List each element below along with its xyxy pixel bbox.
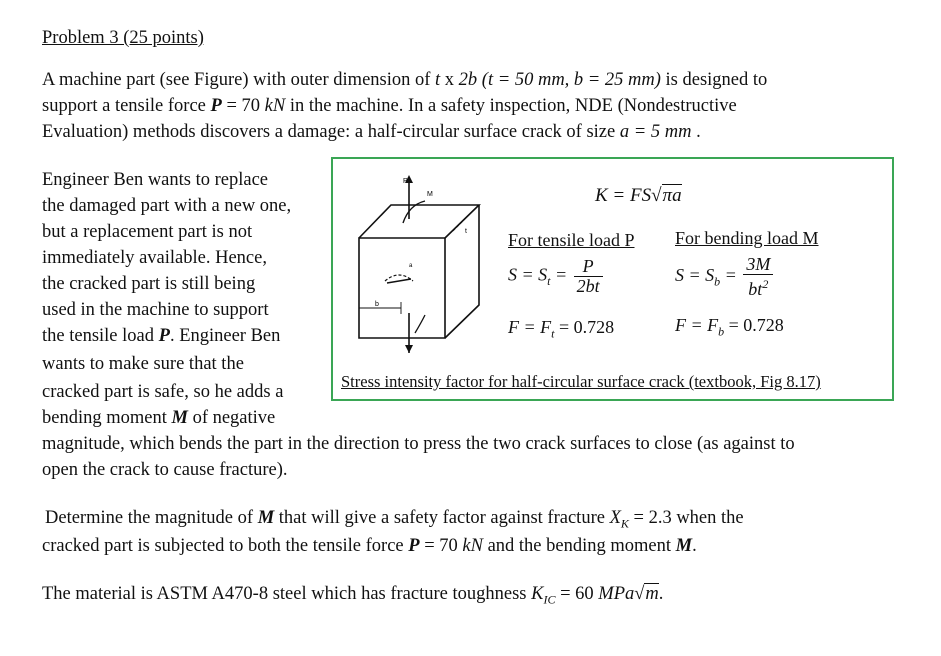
numerator: 3M — [743, 255, 773, 275]
task-line-1 — [45, 506, 744, 536]
var-M: M — [257, 508, 275, 528]
numerator: P — [574, 257, 603, 277]
bending-header: For bending load M — [675, 228, 819, 248]
moment-arrow-bottom — [415, 315, 425, 333]
narrative-line: wants to make sure that the — [42, 354, 244, 374]
text: = 70 — [221, 96, 265, 116]
text: the tensile load — [42, 326, 159, 346]
text: . Engineer Ben — [169, 326, 281, 346]
problem-title: Problem 3 (25 points) — [42, 28, 204, 48]
bending-F-eq — [675, 314, 784, 343]
var-P: P — [210, 96, 222, 116]
unit-kN: kN — [264, 96, 286, 116]
tensile-header: For tensile load P — [508, 230, 635, 250]
arrowhead-icon — [405, 345, 413, 353]
label-a: a — [409, 263, 413, 269]
text: The material is ASTM A470-8 steel which has fracture toughness — [42, 584, 532, 604]
text: Evaluation) methods discovers a damage: a half-circular surface crack of size — [42, 122, 620, 142]
narrative-line: used in the machine to support — [42, 300, 269, 320]
unit-root-m: m — [645, 584, 659, 604]
var-M: M — [675, 536, 693, 556]
bending-stress-eq: $S = S_b$ = $\frac{3M}{bt^2}$ — [675, 255, 775, 299]
var-2b: 2b — [458, 70, 478, 90]
material-line: The material is ASTM A470-8 steel which has fracture toughness $K_{IC} = 60$ MPa√m. — [42, 584, 664, 607]
intro-line-3 — [42, 120, 701, 144]
var-K: K — [531, 584, 544, 604]
text: = 60 — [555, 584, 599, 604]
formula-K: K = FS√πa — [595, 185, 682, 206]
narrative-line — [42, 406, 275, 430]
tensile-F-eq — [508, 316, 614, 345]
narrative-line: magnitude, which bends the part in the direction to press the two crack surfaces to close (as against to — [42, 434, 795, 454]
narrative-line: Engineer Ben wants to replace — [42, 170, 269, 190]
label-M: M — [427, 191, 433, 198]
narrative-line — [42, 324, 280, 348]
narrative-line: the cracked part is still being — [42, 274, 256, 294]
text: support a tensile force — [42, 96, 211, 116]
text: Determine the magnitude of — [45, 508, 258, 528]
text: x — [440, 70, 459, 90]
var-X: X — [609, 508, 621, 528]
var-P: P — [408, 536, 420, 556]
subscript: b — [714, 274, 721, 289]
cube-top-face — [359, 205, 479, 238]
text: that will give a safety factor against fracture — [274, 508, 610, 528]
cube-side-face — [445, 205, 479, 338]
subscript: b — [718, 324, 725, 339]
crack-size: a = 5 mm — [619, 122, 692, 142]
unit-kN: kN — [462, 536, 483, 556]
figure-caption: Stress intensity factor for half-circular surface crack (textbook, Fig 8.17) — [341, 372, 821, 391]
task-line-2 — [42, 534, 697, 558]
narrative-line: open the crack to cause fracture). — [42, 460, 288, 480]
narrative-line: immediately available. Hence, — [42, 248, 267, 268]
cube-diagram — [345, 173, 495, 353]
narrative-line: cracked part is safe, so he adds a — [42, 382, 284, 402]
text: = 70 — [419, 536, 463, 556]
text: bending moment — [42, 408, 172, 428]
crack-line — [387, 279, 411, 283]
subscript: K — [620, 516, 629, 531]
fraction — [574, 257, 603, 296]
subscript: IC — [543, 592, 556, 607]
var-M: M — [171, 408, 188, 428]
text: cracked part is subjected to both the tensile force — [42, 536, 409, 556]
text: . — [691, 122, 701, 142]
narrative-line: the damaged part with a new one, — [42, 196, 292, 216]
label-t: t — [465, 228, 467, 235]
figure-box — [331, 157, 894, 401]
formula-lhs: K = FS — [595, 185, 652, 206]
intro-line-1 — [42, 68, 767, 92]
text: . — [658, 584, 664, 604]
text: S = S — [508, 264, 548, 285]
text: in the machine. In a safety inspection, NDE (Nondestructive — [285, 96, 737, 116]
text: is designed to — [660, 70, 768, 90]
value: = 0.728 — [554, 317, 615, 337]
text: S = S — [675, 265, 715, 286]
subscript: t — [551, 326, 555, 341]
fraction — [743, 255, 773, 299]
unit-MPa: MPa — [598, 584, 635, 604]
narrative-line: but a replacement part is not — [42, 222, 253, 242]
var-P: P — [158, 326, 170, 346]
label-P: P — [403, 178, 408, 185]
text: F = F — [508, 317, 552, 337]
text: A machine part (see Figure) with outer dimension of — [42, 70, 436, 90]
denominator: 2bt — [576, 276, 600, 296]
text: . — [692, 536, 697, 556]
label-b: b — [375, 301, 379, 308]
tensile-stress-eq: $S = S_t$ = $\frac{P}{2bt}$ — [508, 257, 605, 296]
denominator: bt — [748, 279, 763, 299]
crack-shape — [385, 275, 413, 281]
superscript: 2 — [762, 277, 769, 291]
var-t: t — [435, 70, 441, 90]
text: and the bending moment — [482, 536, 676, 556]
cube-front-face — [359, 238, 445, 338]
text: F = F — [675, 315, 719, 335]
intro-line-2 — [42, 94, 737, 118]
dimensions-values: (t = 50 mm, b = 25 mm) — [477, 70, 661, 90]
value: = 0.728 — [724, 315, 784, 335]
subscript: t — [547, 274, 551, 289]
formula-root: πa — [662, 185, 682, 206]
text: = 2.3 when the — [628, 508, 744, 528]
text: of negative — [187, 408, 276, 428]
